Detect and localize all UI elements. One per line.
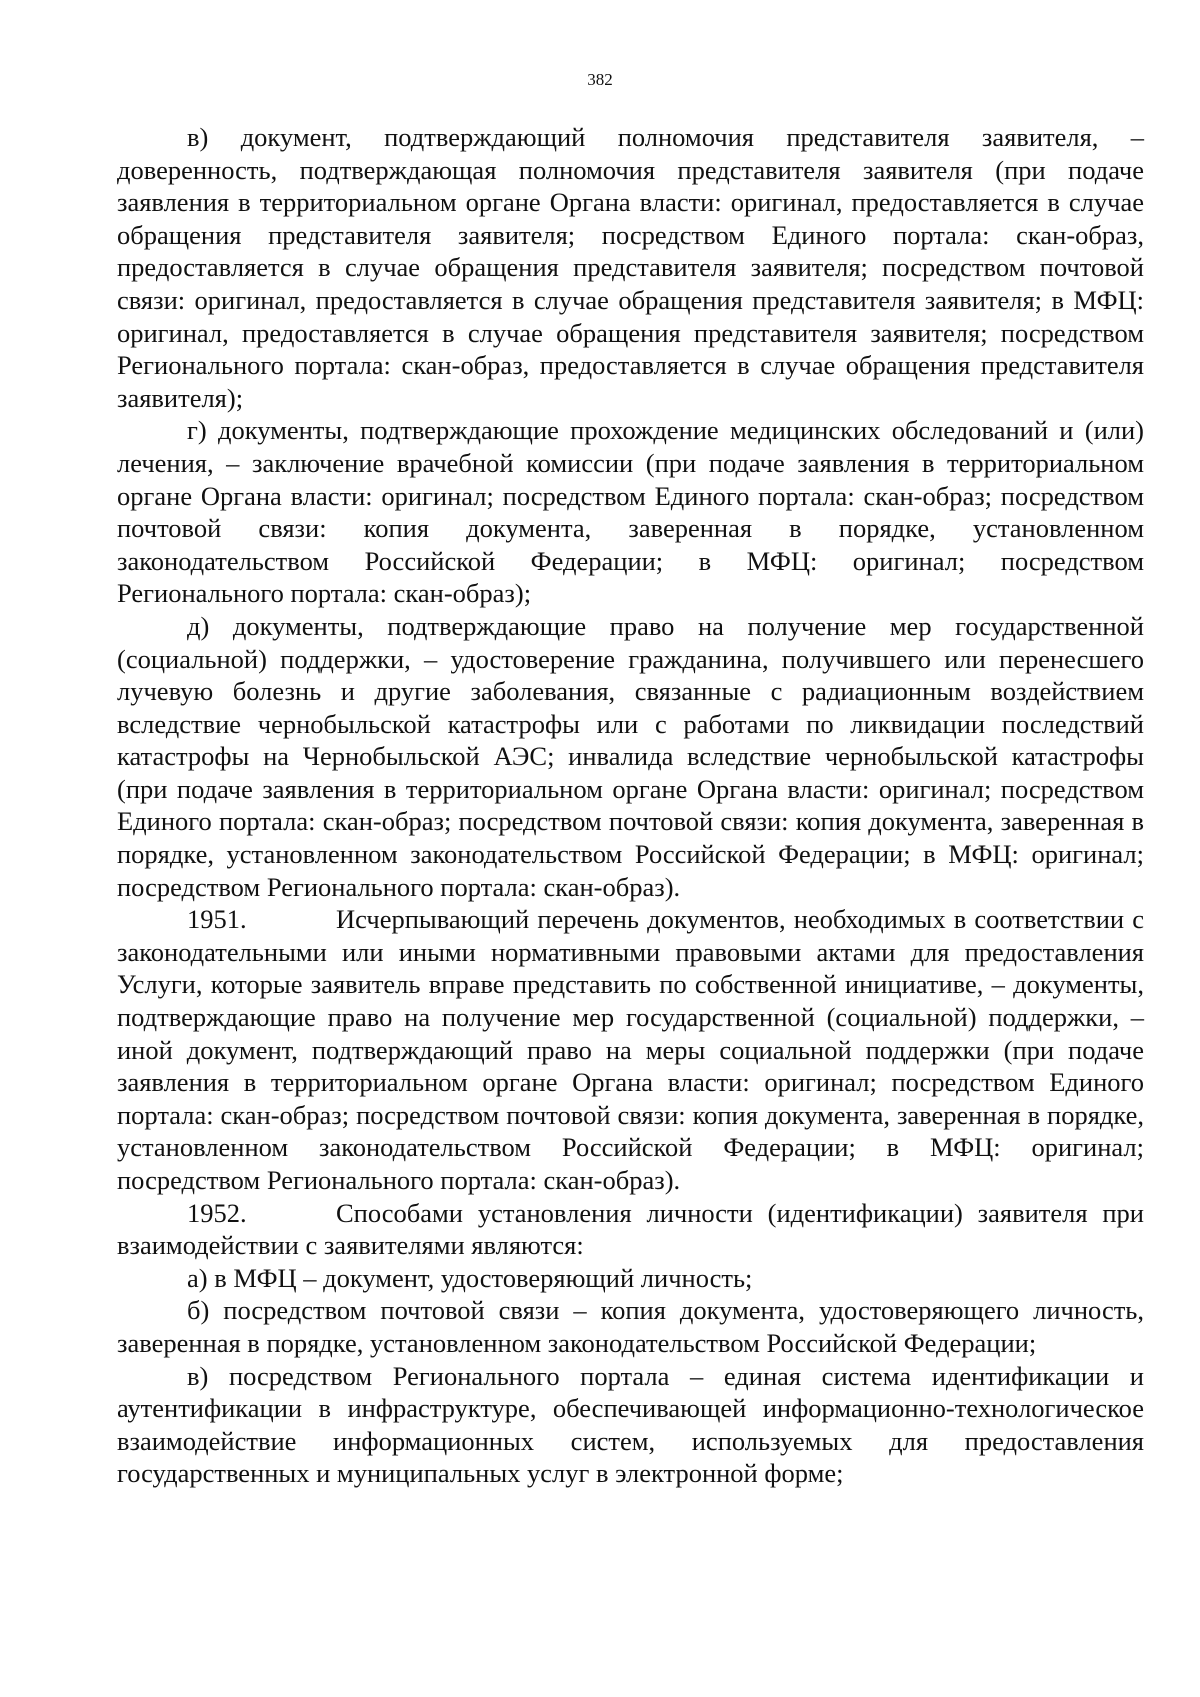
paragraph-g: г) документы, подтверждающие прохождение медицинских обследований и (или) лечения, – заключение врачебной комиссии (при подаче заявления в территориальном органе Органа власти: оригинал; посредством Единого портала: скан-образ; посредством почтовой связи: копия документа, заверенная в порядке, установленном законодательством Российской Федерации; в МФЦ: оригинал; посредством Регионального портала: скан-образ); <box>117 415 1144 609</box>
paragraph-d: д) документы, подтверждающие право на получение мер государственной (социальной) поддержки, – удостоверение гражданина, получившего или перенесшего лучевую болезнь и другие заболевания, связанные с радиационным воздействием вследствие чернобыльской катастрофы или с работами по ликвидации последствий катастрофы на Чернобыльской АЭС; инвалида вследствие чернобыльской катастрофы (при подаче заявления в территориальном органе Органа власти: оригинал; посредством Единого портала: скан-образ; посредством почтовой связи: копия документа, заверенная в порядке, установленном законодательством Российской Федерации; в МФЦ: оригинал; посредством Регионального портала: скан-образ). <box>117 610 1144 902</box>
list-item-b: б) посредством почтовой связи – копия документа, удостоверяющего личность, заверенная в порядке, установленном законодательством Российской Федерации; <box>117 1295 1144 1358</box>
paragraph-v: в) документ, подтверждающий полномочия представителя заявителя, – доверенность, подтверждающая полномочия представителя заявителя (при подаче заявления в территориальном органе Органа власти: оригинал, предоставляется в случае обращения представителя заявителя; посредством Единого портала: скан-образ, предоставляется в случае обращения представителя заявителя; посредством почтовой связи: оригинал, предоставляется в случае обращения представителя заявителя; в МФЦ: оригинал, предоставляется в случае обращения представителя заявителя; посредством Регионального портала: скан-образ, предоставляется в случае обращения представителя заявителя); <box>117 122 1144 413</box>
section-1951 <box>117 903 1144 1196</box>
section-1951-number: 1951. <box>187 904 247 935</box>
page-number: 382 <box>587 70 613 89</box>
section-1952-number: 1952. <box>187 1197 247 1228</box>
list-item-v: в) посредством Регионального портала – единая система идентификации и аутентификации в инфраструктуре, обеспечивающей информационно-технологическое взаимодействие информационных систем, используемых для предоставления государственных и муниципальных услуг в электронной форме; <box>117 1360 1144 1489</box>
section-1952 <box>117 1197 1144 1262</box>
list-item-a: а) в МФЦ – документ, удостоверяющий личность; <box>187 1262 753 1293</box>
document-body <box>117 121 1144 1490</box>
section-1951-text: Исчерпывающий перечень документов, необходимых в соответствии с законодательными или иными нормативными правовыми актами для предоставления Услуги, которые заявитель вправе представить по собственной инициативе, – документы, подтверждающие право на получение мер государственной (социальной) поддержки, – иной документ, подтверждающий право на меры социальной поддержки (при подаче заявления в территориальном органе Органа власти: оригинал; посредством Единого портала: скан-образ; посредством почтовой связи: копия документа, заверенная в порядке, установленном законодательством Российской Федерации; в МФЦ: оригинал; посредством Регионального портала: скан-образ). <box>117 904 1144 1195</box>
section-1952-text: Способами установления личности (идентификации) заявителя при взаимодействии с заявителями являются: <box>117 1197 1144 1261</box>
